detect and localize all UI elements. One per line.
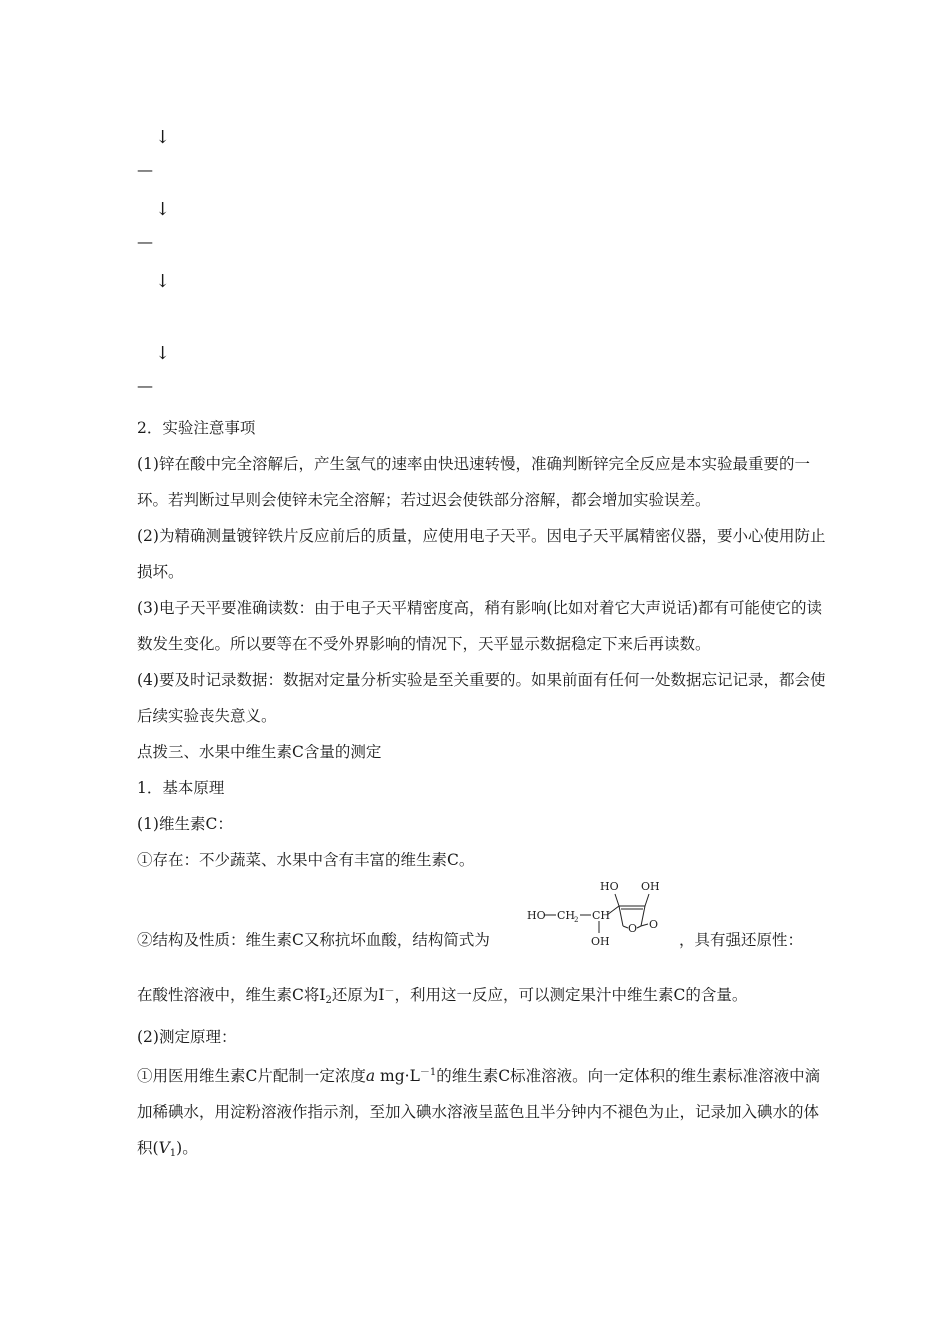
text-run: 在酸性溶液中，维生素C将I <box>137 986 326 1004</box>
structure-label: CH <box>557 909 576 922</box>
text-run: mg·L <box>375 1067 420 1085</box>
structure-label: OH <box>591 935 610 948</box>
subscript: 1 <box>169 1148 177 1159</box>
dash-mark: — <box>137 376 153 395</box>
text-run: )。 <box>176 1139 198 1157</box>
vitamin-c-structure <box>527 870 677 950</box>
paragraph: ，具有强还原性： <box>679 931 804 949</box>
structure-label: OH <box>641 880 660 893</box>
structure-label: CH <box>592 909 611 922</box>
subscript: 2 <box>325 995 332 1006</box>
subsection-title: 1．基本原理 <box>137 779 225 797</box>
dash-mark: — <box>137 160 153 179</box>
section-title: 2．实验注意事项 <box>137 419 256 437</box>
paragraph: ②结构及性质：维生素C又称抗坏血酸，结构简式为 <box>137 931 490 949</box>
structure-label: 2 <box>574 916 579 924</box>
list-item: (1)维生素C： <box>137 815 233 833</box>
variable: a <box>365 1067 376 1085</box>
superscript: － <box>384 986 395 997</box>
paragraph <box>137 1055 827 1172</box>
section-heading: 点拨三、水果中维生素C含量的测定 <box>137 743 382 761</box>
structure-line <box>137 878 827 974</box>
structure-label: HO <box>600 880 619 893</box>
variable: V <box>158 1139 170 1157</box>
paragraph: (4)要及时记录数据：数据对定量分析实验是至关重要的。如果前面有任何一处数据忘记记录，都会使后续实验丧失意义。 <box>137 671 826 725</box>
text-run: 的维生素C标准溶液。向一定体积的维生素标准溶液中滴加稀碘水，用淀粉溶液作指示剂，至加入碘水溶液呈蓝色且半分钟内不褪色为止，记录加入碘水的体积( <box>137 1067 821 1157</box>
down-arrow-icon: ↓ <box>155 343 171 364</box>
list-item: (2)测定原理： <box>137 1028 237 1046</box>
superscript: －1 <box>419 1067 437 1078</box>
structure-label: O <box>628 922 638 935</box>
structure-label: O <box>649 918 659 931</box>
down-arrow-icon: ↓ <box>155 127 171 148</box>
text-run: 还原为I <box>331 986 385 1004</box>
paragraph: (1)锌在酸中完全溶解后，产生氢气的速率由快迅速转慢，准确判断锌完全反应是本实验最重要的一环。若判断过早则会使锌未完全溶解；若过迟会使铁部分溶解，都会增加实验误差。 <box>137 455 810 509</box>
paragraph: (3)电子天平要准确读数：由于电子天平精密度高，稍有影响(比如对着它大声说话)都有可能使它的读数发生变化。所以要等在不受外界影响的情况下，天平显示数据稳定下来后再读数。 <box>137 599 823 653</box>
down-arrow-icon: ↓ <box>155 199 171 220</box>
list-item: ①存在：不少蔬菜、水果中含有丰富的维生素C。 <box>137 851 475 869</box>
dash-mark: — <box>137 232 153 251</box>
paragraph <box>137 974 827 1019</box>
down-arrow-icon: ↓ <box>155 271 171 292</box>
text-run: ，利用这一反应，可以测定果汁中维生素C的含量。 <box>394 986 748 1004</box>
structure-label: HO <box>527 909 546 922</box>
text-run: ①用医用维生素C片配制一定浓度 <box>137 1067 366 1085</box>
paragraph: (2)为精确测量镀锌铁片反应前后的质量，应使用电子天平。因电子天平属精密仪器，要小心使用防止损坏。 <box>137 527 826 581</box>
document-body <box>137 410 827 1172</box>
